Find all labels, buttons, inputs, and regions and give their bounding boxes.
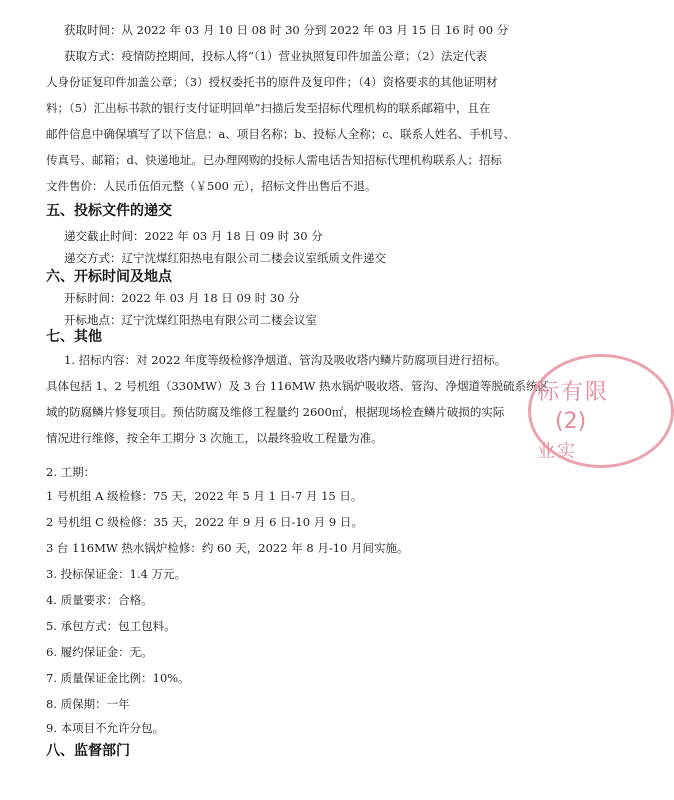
- submission-method-line: [64, 250, 558, 266]
- procurement-method-line-4: 邮件信息中确保填写了以下信息：a、项目名称；b、投标人全称；c、联系人姓名、手机号、: [46, 127, 516, 141]
- procurement-method-label: 获取方式：: [64, 49, 122, 63]
- content-line-1: 1. 招标内容：对 2022 年度等级检修净烟道、管沟及吸收塔内鳞片防腐项目进行招标。: [64, 353, 507, 367]
- procurement-method-line-6: 文件售价：人民币伍佰元整（￥500 元），招标文件出售后不退。: [46, 179, 377, 193]
- procurement-method-text-1: 疫情防控期间，投标人将“（1）营业执照复印件加盖公章；（2）法定代表: [121, 49, 488, 63]
- submission-deadline-line: [64, 228, 558, 244]
- submission-deadline-label: 递交截止时间：: [64, 229, 145, 243]
- item-unit1-overhaul: 1 号机组 A 级检修：75 天，2022 年 5 月 1 日-7 月 15 日。: [46, 489, 363, 503]
- item-performance-bond: 6. 履约保证金：无。: [46, 645, 153, 659]
- content-line-4: 情况进行维修，按全年工期分 3 次施工，以最终验收工程量为准。: [46, 431, 383, 445]
- procurement-time-label: 获取时间：: [64, 23, 122, 37]
- section-5-heading: 五、投标文件的递交: [46, 203, 172, 219]
- procurement-method-line-1: [64, 48, 558, 64]
- section-8-heading: 八、监督部门: [46, 743, 130, 759]
- item-quality-retention: 7. 质量保证金比例：10%。: [46, 671, 190, 685]
- content-line-3: 域的防腐鳞片修复项目。预估防腐及维修工程量约 2600㎡，根据现场检查鳞片破损的实际: [46, 405, 505, 419]
- submission-method-label: 递交方式：: [64, 251, 122, 265]
- item-warranty-period: 8. 质保期：一年: [46, 697, 130, 711]
- bid-opening-time-line: [64, 290, 558, 306]
- submission-method-value: 辽宁沈煤红阳热电有限公司二楼会议室纸质文件递交: [121, 251, 386, 265]
- procurement-time-value: 从 2022 年 03 月 10 日 08 时 30 分到 2022 年 03 月 15 日 16 时 00 分: [121, 23, 509, 37]
- company-seal-stamp: [528, 354, 674, 468]
- item-construction-period: 2. 工期：: [46, 465, 96, 479]
- procurement-time-line: [64, 22, 558, 38]
- item-bid-bond: 3. 投标保证金：1.4 万元。: [46, 567, 187, 581]
- item-quality-requirement: 4. 质量要求：合格。: [46, 593, 153, 607]
- submission-deadline-value: 2022 年 03 月 18 日 09 时 30 分: [144, 229, 323, 243]
- procurement-method-line-3: 料；（5）汇出标书款的银行支付证明回单”扫描后发至招标代理机构的联系邮箱中，且在: [46, 101, 491, 115]
- item-boiler-overhaul: 3 台 116MW 热水锅炉检修：约 60 天，2022 年 8 月-10 月间实施。: [46, 541, 409, 555]
- item-contract-method: 5. 承包方式：包工包料。: [46, 619, 176, 633]
- seal-text-mid: (2): [555, 409, 587, 434]
- item-unit2-overhaul: 2 号机组 C 级检修：35 天，2022 年 9 月 6 日-10 月 9 日。: [46, 515, 363, 529]
- content-line-2: 具体包括 1、2 号机组（330MW）及 3 台 116MW 热水锅炉吸收塔、管沟、净烟道等脱硫系统区: [46, 379, 549, 393]
- procurement-method-line-5: 传真号、邮箱；d、快递地址。已办理网购的投标人需电话告知招标代理机构联系人；招标: [46, 153, 502, 167]
- bid-opening-time-value: 2022 年 03 月 18 日 09 时 30 分: [121, 291, 300, 305]
- section-6-heading: 六、开标时间及地点: [46, 269, 172, 285]
- seal-text-top: 标有限: [537, 380, 610, 405]
- bid-opening-place-value: 辽宁沈煤红阳热电有限公司二楼会议室: [121, 313, 317, 327]
- item-no-subcontract: 9. 本项目不允许分包。: [46, 721, 165, 735]
- section-7-heading: 七、其他: [46, 329, 102, 345]
- bid-opening-place-label: 开标地点：: [64, 313, 122, 327]
- bid-opening-place-line: [64, 312, 558, 328]
- bid-opening-time-label: 开标时间：: [64, 291, 122, 305]
- seal-text-bottom: 业实: [537, 441, 577, 462]
- procurement-method-line-2: 人身份证复印件加盖公章；（3）授权委托书的原件及复印件；（4）资格要求的其他证明材: [46, 75, 498, 89]
